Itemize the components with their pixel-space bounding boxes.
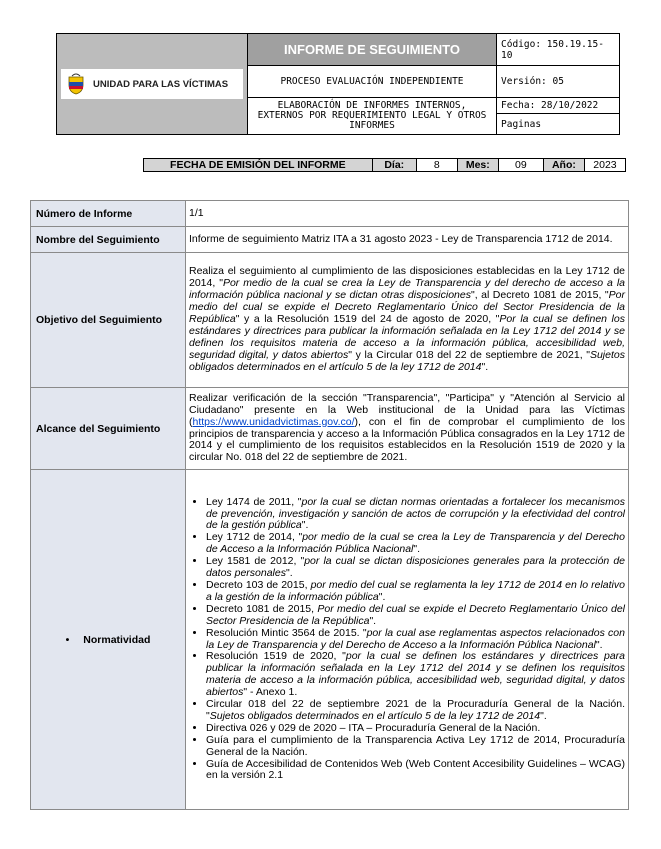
row-alcance (31, 388, 629, 470)
item-italic: por medio de la cual se crea la Ley de Transparencia y del Derecho de Acceso a la Información Pública Nacional (206, 531, 625, 556)
objetivo-label: Objetivo del Seguimiento (31, 253, 186, 388)
logo-text: UNIDAD PARA LAS VÍCTIMAS (93, 78, 229, 90)
normatividad-item (206, 628, 625, 652)
alcance-link[interactable]: https://www.unidadvictimas.gov.co/ (192, 415, 355, 428)
normatividad-item (206, 532, 625, 556)
elaboracion: ELABORACIÓN DE INFORMES INTERNOS, EXTERNOS POR REQUERIMIENTO LEGAL Y OTROS INFORMES (248, 98, 497, 135)
objetivo-text-3: " y a la Resolución 1519 del 24 de agosto de 2020, " (235, 313, 500, 326)
nombre-value: Informe de seguimiento Matriz ITA a 31 agosto 2023 - Ley de Transparencia 1712 de 2014. (186, 227, 629, 253)
document-header (56, 33, 620, 135)
item-text: Resolución Mintic 3564 de 2015. " (206, 626, 367, 639)
coat-of-arms-icon (67, 73, 85, 95)
codigo: Código: 150.19.15-10 (497, 34, 620, 66)
normatividad-label: Normatividad (83, 633, 151, 646)
item-tail: ". (413, 543, 421, 556)
alcance-text-2: ), con el fin de comprobar el cumplimiento de los principios de transparencia y acceso a la Información Pública consagrados en la Ley 1712 de 2014 y el cumplimiento de los requisitos establecidos en la Resolución 1519 de 2020 y la circular No. 018 del 22 de septiembre de 2021. (189, 415, 625, 464)
item-italic: Sujetos obligados determinados en el artículo 5 de la ley 1712 de 2014 (209, 709, 541, 722)
version: Versión: 05 (497, 66, 620, 98)
item-text: Guía de Accesibilidad de Contenidos Web (Web Content Accesibility Guidelines – WCAG) en la versión 2.1 (206, 757, 625, 782)
item-text: Decreto 103 de 2015, (206, 578, 311, 591)
item-italic: Por medio del cual se expide el Decreto Reglamentario Único del Sector Presidencia de la República (206, 602, 625, 627)
item-tail: ". (540, 709, 547, 722)
row-objetivo (31, 253, 629, 388)
report-title: INFORME DE SEGUIMIENTO (248, 34, 497, 66)
objetivo-text-5: ". (481, 360, 489, 373)
normatividad-item (206, 497, 625, 533)
mes-label: Mes: (457, 159, 498, 172)
row-numero (31, 201, 629, 227)
objetivo-value (186, 253, 629, 388)
fecha: Fecha: 28/10/2022 (497, 98, 620, 114)
objetivo-italic-4: Sujetos obligados determinados en el artículo 5 de la ley 1712 de 2014 (189, 348, 625, 373)
item-tail: ". (301, 519, 309, 532)
normatividad-label-cell (31, 470, 186, 810)
normatividad-item (206, 699, 625, 723)
objetivo-italic-1: Por medio de la cual se crea la Ley de Transparencia y del derecho de acceso a la información pública nacional y se dictan otras disposiciones (189, 277, 626, 302)
paginas: Paginas (497, 114, 620, 135)
alcance-value (186, 388, 629, 470)
emission-date (143, 158, 626, 172)
objetivo-italic-3: Por la cual se definen los estándares y directrices para publicar la información señalada en la Ley 1712 del 2014 y se definen los requisitos materia de acceso a la información pública, accesibilidad web, seguridad digital, y datos abiertos (189, 313, 625, 361)
emission-label: FECHA DE EMISIÓN DEL INFORME (144, 159, 373, 172)
normatividad-item (206, 580, 625, 604)
objetivo-italic-2: Por medio del cual se expide el Decreto Reglamentario Único del Sector Presidencia de la República (189, 289, 625, 326)
normatividad-value (186, 470, 629, 810)
alcance-text-1: Realizar verificación de la sección "Transparencia", "Participa" y "Atención al Servicio al Ciudadano" presente en la Web institucional de la Unidad para las Víctimas ( (189, 391, 625, 428)
item-tail: ". (369, 614, 377, 627)
normatividad-item (206, 604, 625, 628)
normatividad-item (206, 759, 625, 783)
item-text: Resolución 1519 de 2020, " (206, 650, 346, 663)
anio-value: 2023 (584, 159, 625, 172)
logo (61, 69, 243, 99)
item-text: Directiva 026 y 029 de 2020 – ITA – Procuraduría General de la Nación. (206, 721, 541, 734)
item-text: Guía para el cumplimiento de la Transparencia Activa Ley 1712 de 2014, Procuraduría General de la Nación. (206, 733, 625, 758)
objetivo-text-4: " y la Circular 018 del 22 de septiembre de 2021, " (348, 348, 590, 361)
proceso: PROCESO EVALUACIÓN INDEPENDIENTE (248, 66, 497, 98)
row-normatividad (31, 470, 629, 810)
item-text: Ley 1474 de 2011, " (206, 495, 302, 508)
item-italic: por medio del cual se reglamenta la ley 1712 de 2014 en lo relativo a la gestión de la información pública (206, 578, 625, 603)
anio-label: Año: (543, 159, 584, 172)
dia-value: 8 (416, 159, 457, 172)
numero-value: 1/1 (186, 201, 629, 227)
row-nombre (31, 227, 629, 253)
item-italic: por la cual se dictan disposiciones generales para la protección de datos personales (206, 555, 626, 580)
normatividad-item (206, 556, 625, 580)
mes-value: 09 (498, 159, 543, 172)
objetivo-text-2: ", al Decreto 1081 de 2015, " (470, 289, 609, 302)
numero-label: Número de Informe (31, 201, 186, 227)
logo-cell (57, 34, 248, 135)
item-italic: por la cual ase reglamentas aspectos relacionados con la Ley de Transparencia y del Derecho de Acceso a la Información Pública Nacional (206, 626, 625, 651)
report-table (30, 200, 629, 810)
item-text: Ley 1712 de 2014, " (206, 531, 303, 544)
item-text: Decreto 1081 de 2015, (206, 602, 318, 615)
item-tail: " - Anexo 1. (243, 686, 298, 699)
item-text: Circular 018 del 22 de septiembre 2021 de la Procuraduría General de la Nación. " (206, 698, 625, 722)
item-tail: ". (378, 590, 386, 603)
bullet-icon: • (65, 633, 70, 646)
normatividad-item (206, 735, 625, 759)
alcance-label: Alcance del Seguimiento (31, 388, 186, 470)
item-italic: por la cual se definen los estándares y directrices para publicar la información señalada en la Ley 1712 del 2014 y se definen los requisitos materia de acceso a la información pública, accesibilidad web, seguridad digital, y datos abiertos (206, 650, 625, 699)
item-italic: por la cual se dictan normas orientadas a fortalecer los mecanismos de prevención, investigación y sanción de actos de corrupción y la efectividad del control de la gestión pública (206, 495, 625, 532)
item-text: Ley 1581 de 2012, " (206, 555, 305, 568)
normatividad-item (206, 651, 625, 699)
item-tail: ". (285, 567, 293, 580)
objetivo-text-1: Realiza el seguimiento al cumplimiento de las disposiciones establecidas en la Ley 1712 de 2014, " (189, 265, 625, 290)
nombre-label: Nombre del Seguimiento (31, 227, 186, 253)
normatividad-list (189, 497, 625, 783)
item-tail: ". (595, 638, 603, 651)
dia-label: Día: (372, 159, 416, 172)
